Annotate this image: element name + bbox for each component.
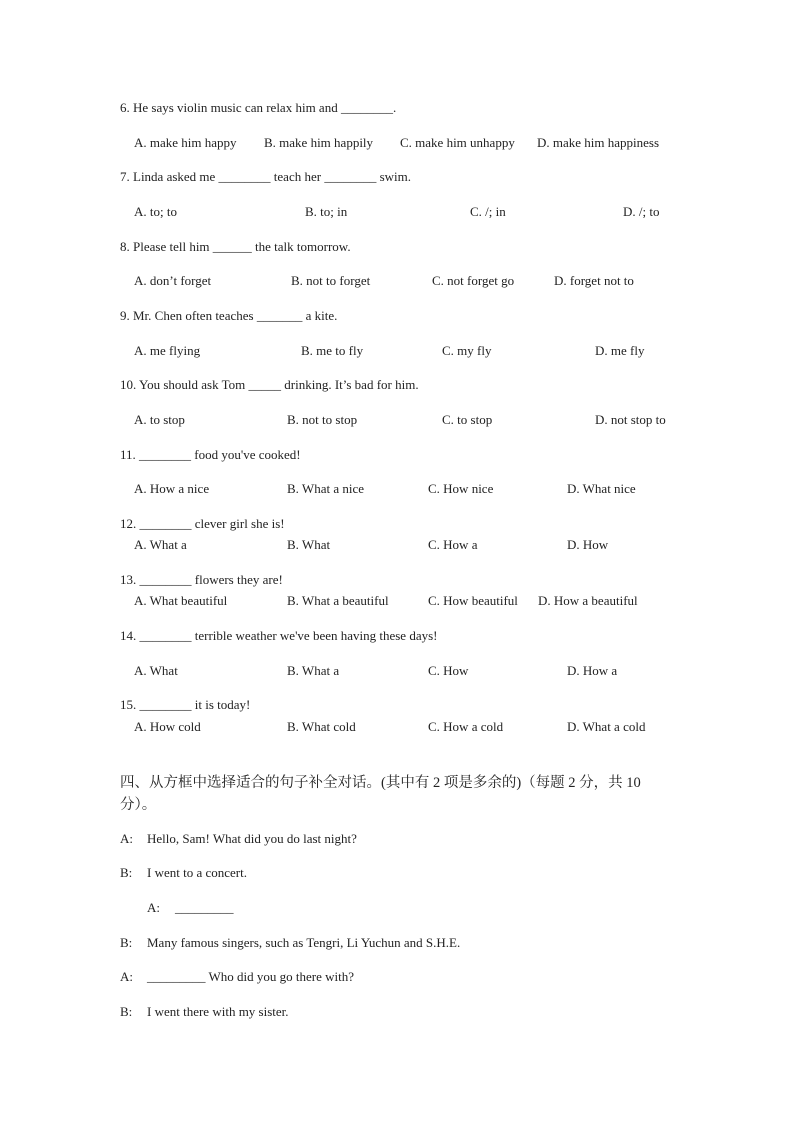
- q9-option-d: D. me fly: [595, 343, 645, 358]
- dialogue-speaker-5: A:: [120, 969, 133, 984]
- q14-option-c: C. How: [428, 663, 469, 678]
- dialogue-speaker-6: B:: [120, 1004, 133, 1019]
- q8-option-d: D. forget not to: [554, 273, 634, 288]
- q11-option-c: C. How nice: [428, 481, 494, 496]
- q15-option-a: A. How cold: [134, 719, 201, 734]
- q14-option-b: B. What a: [287, 663, 340, 678]
- q10-option-d: D. not stop to: [595, 412, 666, 427]
- q13-option-c: C. How beautiful: [428, 593, 518, 608]
- q12-option-d: D. How: [567, 537, 609, 552]
- dialogue-line-2: I went to a concert.: [147, 865, 247, 880]
- q6-option-c: C. make him unhappy: [400, 135, 515, 150]
- q10-option-c: C. to stop: [442, 412, 493, 427]
- q11-option-a: A. How a nice: [134, 481, 210, 496]
- q8-option-b: B. not to forget: [291, 273, 371, 288]
- dialogue-line-6: I went there with my sister.: [147, 1004, 289, 1019]
- dialogue-speaker-2: B:: [120, 865, 133, 880]
- q11-option-d: D. What nice: [567, 481, 636, 496]
- q14-option-a: A. What: [134, 663, 178, 678]
- q10-option-b: B. not to stop: [287, 412, 358, 427]
- q6-option-b: B. make him happily: [264, 135, 374, 150]
- q15-option-d: D. What a cold: [567, 719, 646, 734]
- question-12-stem: 12. ________ clever girl she is!: [120, 516, 285, 531]
- dialogue-line-3: _________: [175, 900, 234, 915]
- q14-option-d: D. How a: [567, 663, 618, 678]
- dialogue-line-1: Hello, Sam! What did you do last night?: [147, 831, 357, 846]
- q7-option-a: A. to; to: [134, 204, 177, 219]
- question-11-stem: 11. ________ food you've cooked!: [120, 447, 301, 462]
- q9-option-a: A. me flying: [134, 343, 201, 358]
- dialogue-speaker-3: A:: [147, 900, 160, 915]
- dialogue-speaker-4: B:: [120, 935, 133, 950]
- q15-option-c: C. How a cold: [428, 719, 504, 734]
- question-6-stem: 6. He says violin music can relax him and ________.: [120, 100, 397, 115]
- q7-option-d: D. /; to: [623, 204, 660, 219]
- q12-option-b: B. What: [287, 537, 331, 552]
- q13-option-d: D. How a beautiful: [538, 593, 638, 608]
- q6-option-a: A. make him happy: [134, 135, 237, 150]
- q6-option-d: D. make him happiness: [537, 135, 660, 150]
- q7-option-b: B. to; in: [305, 204, 348, 219]
- q10-option-a: A. to stop: [134, 412, 185, 427]
- section-4-title: 四、从方框中选择适合的句子补全对话。(其中有 2 项是多余的)（每题 2 分，共 10 分）。: [120, 775, 641, 813]
- q13-option-b: B. What a beautiful: [287, 593, 389, 608]
- question-13-stem: 13. ________ flowers they are!: [120, 572, 283, 587]
- q9-option-b: B. me to fly: [301, 343, 364, 358]
- q13-option-a: A. What beautiful: [134, 593, 228, 608]
- q12-option-a: A. What a: [134, 537, 187, 552]
- q8-option-a: A. don’t forget: [134, 273, 212, 288]
- q9-option-c: C. my fly: [442, 343, 492, 358]
- question-15-stem: 15. ________ it is today!: [120, 697, 251, 712]
- question-14-stem: 14. ________ terrible weather we've been having these days!: [120, 628, 438, 643]
- question-7-stem: 7. Linda asked me ________ teach her ________ swim.: [120, 169, 411, 184]
- dialogue-speaker-1: A:: [120, 831, 133, 846]
- question-9-stem: 9. Mr. Chen often teaches _______ a kite.: [120, 308, 338, 323]
- dialogue-line-5: _________ Who did you go there with?: [147, 969, 355, 984]
- dialogue-line-4: Many famous singers, such as Tengri, Li Yuchun and S.H.E.: [147, 935, 461, 950]
- q12-option-c: C. How a: [428, 537, 478, 552]
- question-8-stem: 8. Please tell him ______ the talk tomorrow.: [120, 239, 351, 254]
- q15-option-b: B. What cold: [287, 719, 356, 734]
- q11-option-b: B. What a nice: [287, 481, 365, 496]
- question-10-stem: 10. You should ask Tom _____ drinking. It’s bad for him.: [120, 377, 419, 392]
- q8-option-c: C. not forget go: [432, 273, 515, 288]
- q7-option-c: C. /; in: [470, 204, 506, 219]
